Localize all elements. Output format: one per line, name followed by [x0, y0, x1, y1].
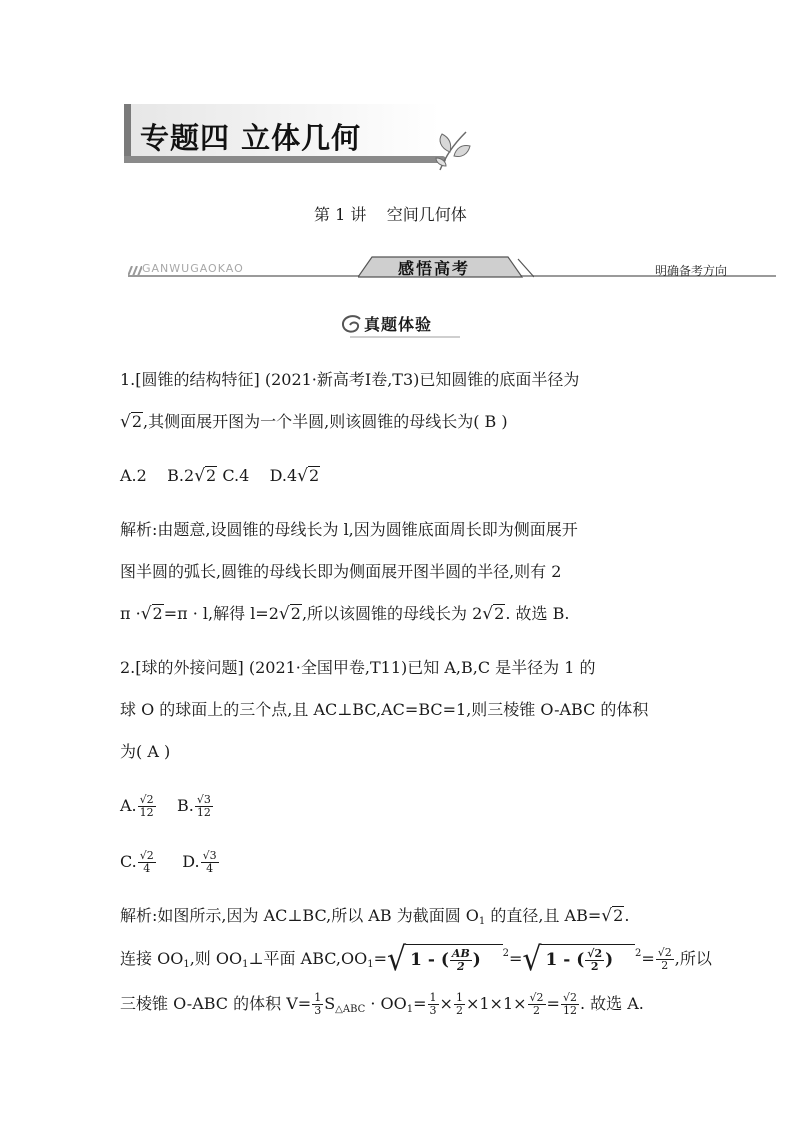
- q2-option-b: B. $\frac{√3}{12}$: [177, 793, 211, 819]
- header-tab-label: 感悟高考: [398, 259, 471, 278]
- q1-options: [120, 466, 320, 486]
- q1-solution-line1: 解析:由题意,设圆锥的母线长为 l,因为圆锥底面周长即为侧面展开: [120, 520, 578, 539]
- section-swirl-icon: [340, 313, 364, 335]
- q2-option-c: C. $\frac{√2}{4}$: [120, 849, 154, 875]
- q2-option-a: A. $\frac{√2}{12}$: [120, 793, 154, 819]
- q1-option-c: C.4: [222, 466, 250, 485]
- banner-left-bar: [124, 104, 131, 160]
- q2-options-ab: [120, 794, 214, 819]
- q2-solution-line2: 连接 $OO_1$,则 $OO_1\perp$平面 $ABC,OO_1=√$ 1 - ( $\frac{AB}{2}$ ) $^2$=√ 1 - ( $\frac{√2}{2}$ ) $^2$= $\frac{√2}{2}$ ,所以: [120, 939, 712, 979]
- chapter-title: 专题四 立体几何: [140, 121, 362, 155]
- q2-options-cd: [120, 850, 220, 875]
- q1-option-d: D.4√2: [269, 466, 320, 486]
- q2-option-d: D. $\frac{√3}{4}$: [182, 849, 217, 875]
- q2-solution-line3: 三棱锥 O-ABC 的体积 V= $\frac{1}{3}$ $S_{\triangle ABC} \cdot OO_1=$ $\frac{1}{3}$ × $\frac{1}{2}$ ×1×1× $\frac{√2}{2}$ = $\frac{√2}{12}$ . 故选 A.: [120, 991, 644, 1017]
- q2-solution-line1: 解析:如图所示,因为 AC⊥BC,所以 AB 为截面圆 $O_1$ 的直径,且 AB=√2.: [120, 906, 630, 927]
- header-right-label: 明确备考方向: [655, 264, 728, 278]
- q1-option-b: B.2√2: [167, 466, 217, 486]
- q2-stem-line1: 2.[球的外接问题] (2021·全国甲卷,T11)已知 A,B,C 是半径为 1 的: [120, 658, 596, 677]
- banner-bottom-bar: [124, 156, 446, 163]
- q1-option-a: A.2: [120, 466, 147, 485]
- leaf-decoration-icon: [432, 126, 474, 174]
- q1-stem-line1: 1.[圆锥的结构特征] (2021·新高考Ⅰ卷,T3)已知圆锥的底面半径为: [120, 370, 580, 389]
- chapter-banner: [124, 104, 454, 164]
- q1-solution-line3: π ·√2=π · l,解得 l=2√2,所以该圆锥的母线长为 2√2. 故选 B.: [120, 604, 570, 624]
- lecture-title: 第 1 讲 空间几何体: [314, 205, 467, 224]
- q2-stem-line2: 球 O 的球面上的三个点,且 AC⊥BC,AC=BC=1,则三棱锥 O-ABC 的体积: [120, 700, 649, 719]
- header-pinyin: GANWUGAOKAO: [142, 262, 244, 275]
- q1-solution-line2: 图半圆的弧长,圆锥的母线长即为侧面展开图半圆的半径,则有 2: [120, 562, 562, 581]
- q2-stem-line3: 为( A ): [120, 742, 171, 761]
- section-underline: [350, 336, 460, 338]
- q1-stem-line2: √2,其侧面展开图为一个半圆,则该圆锥的母线长为( B ): [120, 412, 508, 432]
- section-title: 真题体验: [364, 315, 433, 334]
